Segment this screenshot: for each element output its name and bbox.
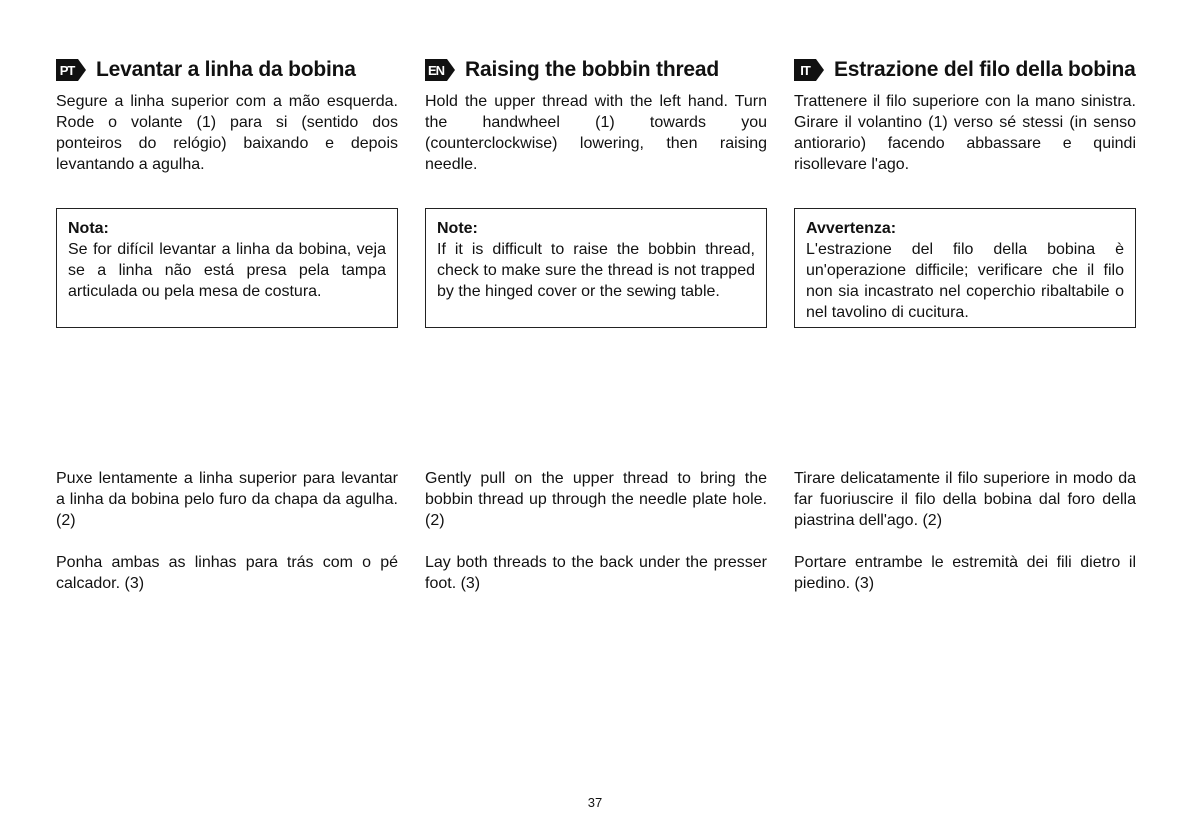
badge-arrow-icon (816, 59, 824, 81)
badge-arrow-icon (78, 59, 86, 81)
note-box-pt (56, 208, 398, 328)
section-header-pt (56, 55, 398, 85)
note-box-en (425, 208, 767, 328)
section-header-en (425, 55, 767, 85)
section-title-en: Raising the bobbin thread (465, 58, 720, 81)
note-text-pt: Se for difícil levantar a linha da bobina, veja se a linha não está presa pela tampa articulada ou pela mesa de costura. (68, 241, 386, 300)
intro-paragraph-pt: Segure a linha superior com a mão esquerda. Rode o volante (1) para si (sentido dos ponteiros do relógio) baixando e depois levantando a agulha. (56, 93, 398, 173)
section-header-it (794, 55, 1136, 85)
note-title-pt: Nota: (68, 220, 109, 237)
language-code-it: IT (794, 59, 816, 81)
step3-paragraph-it: Portare entrambe le estremità dei fili dietro il piedino. (3) (794, 554, 1136, 592)
note-box-it (794, 208, 1136, 328)
intro-paragraph-en: Hold the upper thread with the left hand. Turn the handwheel (1) towards you (counterclockwise) lowering, then raising needle. (425, 93, 767, 173)
note-title-en: Note: (437, 220, 478, 237)
step3-paragraph-en: Lay both threads to the back under the presser foot. (3) (425, 554, 767, 592)
language-badge-it (794, 59, 824, 81)
language-code-en: EN (425, 59, 447, 81)
note-title-it: Avvertenza: (806, 220, 897, 237)
badge-arrow-icon (447, 59, 455, 81)
step2-paragraph-pt: Puxe lentamente a linha superior para levantar a linha da bobina pelo furo da chapa da agulha. (2) (56, 470, 398, 529)
step2-paragraph-en: Gently pull on the upper thread to bring the bobbin thread up through the needle plate hole. (2) (425, 470, 767, 529)
language-badge-pt (56, 59, 86, 81)
language-badge-en (425, 59, 455, 81)
language-code-pt: PT (56, 59, 78, 81)
note-text-it: L'estrazione del filo della bobina è un'operazione difficile; verificare che il filo non sia incastrato nel coperchio ribaltabile o nel tavolino di cucitura. (806, 241, 1124, 321)
page-number: 37 (587, 795, 603, 810)
intro-paragraph-it: Trattenere il filo superiore con la mano sinistra. Girare il volantino (1) verso sé stessi (in senso antiorario) facendo abbassare e quindi risollevare l'ago. (794, 93, 1136, 173)
section-title-pt: Levantar a linha da bobina (96, 58, 356, 81)
section-title-it: Estrazione del filo della bobina (834, 58, 1136, 81)
note-text-en: If it is difficult to raise the bobbin thread, check to make sure the thread is not trapped by the hinged cover or the sewing table. (437, 241, 755, 300)
step2-paragraph-it: Tirare delicatamente il filo superiore in modo da far fuoriuscire il filo della bobina dal foro della piastrina dell'ago. (2) (794, 470, 1136, 529)
step3-paragraph-pt: Ponha ambas as linhas para trás com o pé calcador. (3) (56, 554, 398, 592)
